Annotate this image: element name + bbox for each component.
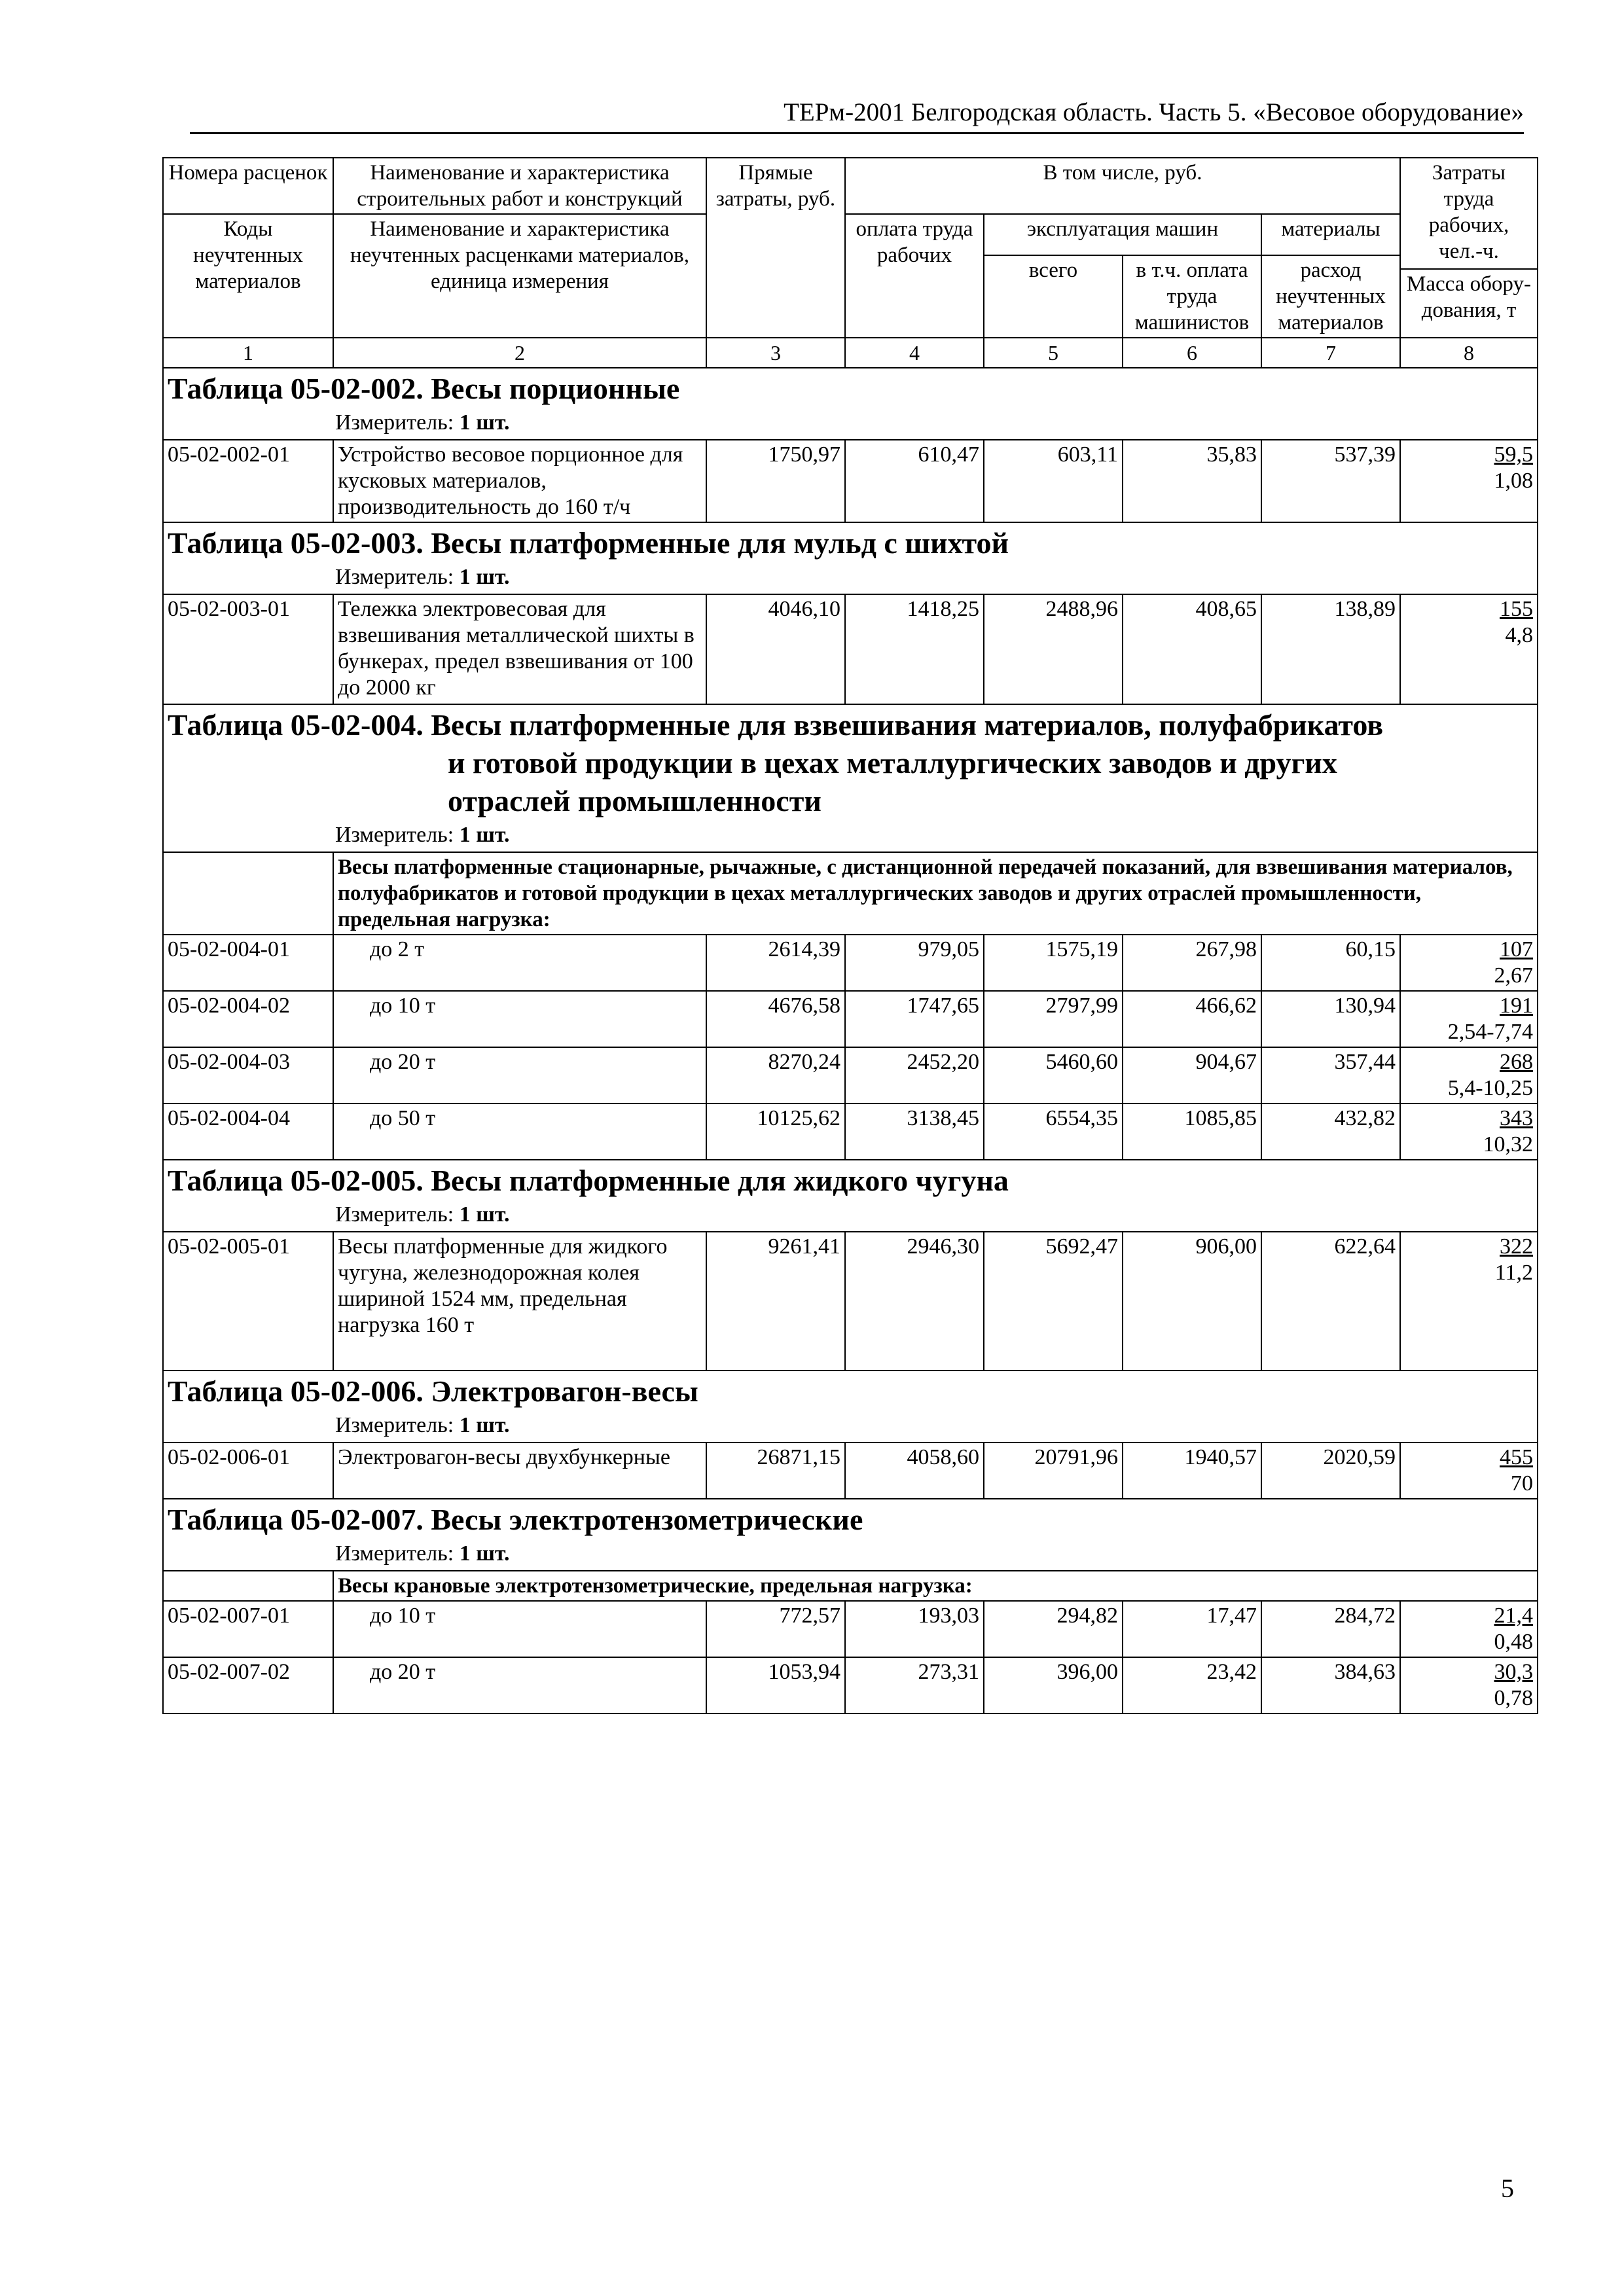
wages: 193,03 xyxy=(845,1601,984,1657)
column-number: 2 xyxy=(333,338,706,368)
col8-bottom-header: Масса обору-дования, т xyxy=(1400,269,1538,338)
labor-mass-cell xyxy=(1400,1443,1538,1499)
wages: 1418,25 xyxy=(845,594,984,704)
rate-name: до 10 т xyxy=(333,1601,706,1657)
materials-cost: 284,72 xyxy=(1261,1601,1400,1657)
labor-cost: 343 xyxy=(1500,1106,1534,1130)
equipment-mass: 70 xyxy=(1511,1471,1534,1496)
direct-cost: 1053,94 xyxy=(706,1657,845,1713)
col7-header: расход неучтенных материалов xyxy=(1261,255,1400,338)
page-number: 5 xyxy=(1501,2174,1514,2203)
machines-total: 2488,96 xyxy=(984,594,1123,704)
machines-wages: 1940,57 xyxy=(1123,1443,1261,1499)
table-title: Таблица 05-02-005. Весы платформенные для жидкого чугуна xyxy=(168,1164,1009,1197)
table-title: Таблица 05-02-002. Весы порционные xyxy=(168,372,680,405)
rate-name: до 20 т xyxy=(333,1047,706,1103)
labor-cost: 21,4 xyxy=(1494,1604,1534,1628)
equipment-mass: 0,78 xyxy=(1494,1686,1534,1710)
rate-name: Весы платформенные для жидкого чугуна, железнодорожная колея шириной 1524 мм, предельная нагрузка 160 т xyxy=(333,1232,706,1371)
rates-table xyxy=(162,157,1538,1714)
table-title: Таблица 05-02-003. Весы платформенные для мульд с шихтой xyxy=(168,526,1009,560)
labor-mass-cell xyxy=(1400,935,1538,991)
measure-line xyxy=(168,820,1533,850)
labor-cost: 59,5 xyxy=(1494,442,1534,467)
rate-code: 05-02-003-01 xyxy=(163,594,333,704)
table-row xyxy=(163,594,1538,704)
group-row xyxy=(163,852,1538,935)
rate-name: до 20 т xyxy=(333,1657,706,1713)
col5-header: всего xyxy=(984,255,1123,338)
direct-cost: 4046,10 xyxy=(706,594,845,704)
machines-wages: 267,98 xyxy=(1123,935,1261,991)
col2-top-header: Наименование и характеристика строительных работ и конструкций xyxy=(333,158,706,214)
materials-cost: 2020,59 xyxy=(1261,1443,1400,1499)
machines-total: 5460,60 xyxy=(984,1047,1123,1103)
column-number: 1 xyxy=(163,338,333,368)
wages: 2946,30 xyxy=(845,1232,984,1371)
wages: 2452,20 xyxy=(845,1047,984,1103)
direct-cost: 2614,39 xyxy=(706,935,845,991)
measure-label: Измеритель: xyxy=(335,410,454,435)
measure-line xyxy=(168,1410,1533,1441)
table-title: Таблица 05-02-006. Электровагон-весы xyxy=(168,1374,698,1408)
table-title-row xyxy=(163,368,1538,440)
rate-name: до 50 т xyxy=(333,1103,706,1160)
table-title-row xyxy=(163,1160,1538,1232)
column-numbers-row xyxy=(163,338,1538,368)
wages: 273,31 xyxy=(845,1657,984,1713)
table-title-row xyxy=(163,704,1538,852)
direct-cost: 772,57 xyxy=(706,1601,845,1657)
table-row xyxy=(163,440,1538,522)
table-row xyxy=(163,935,1538,991)
wages: 610,47 xyxy=(845,440,984,522)
column-number: 4 xyxy=(845,338,984,368)
table-row xyxy=(163,1657,1538,1713)
machines-wages: 1085,85 xyxy=(1123,1103,1261,1160)
rate-code: 05-02-007-01 xyxy=(163,1601,333,1657)
materials-cost: 357,44 xyxy=(1261,1047,1400,1103)
column-number: 5 xyxy=(984,338,1123,368)
table-row xyxy=(163,1103,1538,1160)
column-number: 7 xyxy=(1261,338,1400,368)
table-title-row xyxy=(163,522,1538,594)
wages: 3138,45 xyxy=(845,1103,984,1160)
table-title-row xyxy=(163,1499,1538,1571)
measure-unit: 1 шт. xyxy=(459,410,510,435)
table-row xyxy=(163,1047,1538,1103)
measure-unit: 1 шт. xyxy=(459,1202,510,1227)
labor-mass-cell xyxy=(1400,1657,1538,1713)
column-number: 8 xyxy=(1400,338,1538,368)
measure-label: Измеритель: xyxy=(335,823,454,847)
machines-wages: 17,47 xyxy=(1123,1601,1261,1657)
col1-bottom-header: Коды неучтенных материалов xyxy=(163,214,333,338)
machines-total: 294,82 xyxy=(984,1601,1123,1657)
measure-unit: 1 шт. xyxy=(459,565,510,589)
labor-mass-cell xyxy=(1400,1601,1538,1657)
materials-cost: 537,39 xyxy=(1261,440,1400,522)
machines-wages: 408,65 xyxy=(1123,594,1261,704)
labor-cost: 268 xyxy=(1500,1050,1534,1074)
running-header xyxy=(190,92,1524,134)
machines-wages: 23,42 xyxy=(1123,1657,1261,1713)
direct-cost: 8270,24 xyxy=(706,1047,845,1103)
materials-header: материалы xyxy=(1261,214,1400,255)
wages: 4058,60 xyxy=(845,1443,984,1499)
rate-name: до 2 т xyxy=(333,935,706,991)
machines-total: 6554,35 xyxy=(984,1103,1123,1160)
header-row-2 xyxy=(163,214,1538,255)
measure-line xyxy=(168,562,1533,592)
rate-name: до 10 т xyxy=(333,991,706,1047)
measure-line xyxy=(168,1539,1533,1569)
measure-line xyxy=(168,1200,1533,1230)
column-number: 6 xyxy=(1123,338,1261,368)
table-title: Таблица 05-02-004. Весы платформенные для взвешивания материалов, полуфабрикатов xyxy=(168,708,1384,742)
machines-total: 20791,96 xyxy=(984,1443,1123,1499)
machines-wages: 466,62 xyxy=(1123,991,1261,1047)
col6-header: в т.ч. оплата труда машинистов xyxy=(1123,255,1261,338)
measure-unit: 1 шт. xyxy=(459,1413,510,1437)
materials-cost: 384,63 xyxy=(1261,1657,1400,1713)
machines-total: 603,11 xyxy=(984,440,1123,522)
labor-cost: 155 xyxy=(1500,597,1534,621)
rate-code: 05-02-007-02 xyxy=(163,1657,333,1713)
rate-code: 05-02-002-01 xyxy=(163,440,333,522)
rate-name: Тележка электровесовая для взвешивания металлической шихты в бункерах, предел взвешивания от 100 до 2000 кг xyxy=(333,594,706,704)
rate-name: Электровагон-весы двухбункерные xyxy=(333,1443,706,1499)
machines-wages: 906,00 xyxy=(1123,1232,1261,1371)
rate-code: 05-02-004-01 xyxy=(163,935,333,991)
table-row xyxy=(163,1601,1538,1657)
equipment-mass: 2,54-7,74 xyxy=(1447,1020,1534,1044)
wages: 1747,65 xyxy=(845,991,984,1047)
labor-cost: 322 xyxy=(1500,1234,1534,1259)
header-row-1 xyxy=(163,158,1538,214)
group-row xyxy=(163,1571,1538,1601)
running-title: ТЕРм-2001 Белгородская область. Часть 5. «Весовое оборудование» xyxy=(784,98,1524,126)
col4-header: оплата труда рабочих xyxy=(845,214,984,338)
equipment-mass: 1,08 xyxy=(1494,469,1534,493)
col1-top-header: Номера расценок xyxy=(163,158,333,214)
incl-header: В том числе, руб. xyxy=(845,158,1400,214)
machines-wages: 35,83 xyxy=(1123,440,1261,522)
table-title-continued: отраслей промышленности xyxy=(448,784,821,817)
col3-header: Прямые затраты, руб. xyxy=(706,158,845,338)
labor-mass-cell xyxy=(1400,1047,1538,1103)
materials-cost: 60,15 xyxy=(1261,935,1400,991)
direct-cost: 1750,97 xyxy=(706,440,845,522)
measure-label: Измеритель: xyxy=(335,1541,454,1566)
group-heading: Весы платформенные стационарные, рычажные, с дистанционной передачей показаний, для взвешивания материалов, полуфабрикатов и готовой продукции в цехах металлургических заводов и других отраслей промышленности, предельная нагрузка: xyxy=(333,852,1538,935)
column-number: 3 xyxy=(706,338,845,368)
labor-cost: 107 xyxy=(1500,937,1534,961)
measure-label: Измеритель: xyxy=(335,1202,454,1227)
table-row xyxy=(163,991,1538,1047)
wages: 979,05 xyxy=(845,935,984,991)
equipment-mass: 10,32 xyxy=(1483,1132,1534,1157)
materials-cost: 432,82 xyxy=(1261,1103,1400,1160)
rate-code: 05-02-004-02 xyxy=(163,991,333,1047)
direct-cost: 9261,41 xyxy=(706,1232,845,1371)
machines-total: 396,00 xyxy=(984,1657,1123,1713)
group-heading: Весы крановые электротензометрические, предельная нагрузка: xyxy=(333,1571,1538,1601)
direct-cost: 26871,15 xyxy=(706,1443,845,1499)
table-row xyxy=(163,1232,1538,1371)
materials-cost: 138,89 xyxy=(1261,594,1400,704)
rate-name: Устройство весовое порционное для кусковых материалов, производительность до 160 т/ч xyxy=(333,440,706,522)
labor-mass-cell xyxy=(1400,1103,1538,1160)
machines-total: 5692,47 xyxy=(984,1232,1123,1371)
col2-bottom-header: Наименование и характеристика неучтенных расценками материалов, единица измерения xyxy=(333,214,706,338)
equipment-mass: 11,2 xyxy=(1494,1261,1534,1285)
materials-cost: 622,64 xyxy=(1261,1232,1400,1371)
table-title: Таблица 05-02-007. Весы электротензометрические xyxy=(168,1503,863,1536)
labor-cost: 191 xyxy=(1500,994,1534,1018)
table-row xyxy=(163,1443,1538,1499)
table-title-row xyxy=(163,1371,1538,1443)
labor-cost: 455 xyxy=(1500,1445,1534,1469)
rate-code: 05-02-005-01 xyxy=(163,1232,333,1371)
machines-total: 2797,99 xyxy=(984,991,1123,1047)
measure-unit: 1 шт. xyxy=(459,1541,510,1566)
measure-unit: 1 шт. xyxy=(459,823,510,847)
equipment-mass: 4,8 xyxy=(1505,623,1534,647)
rate-code: 05-02-004-03 xyxy=(163,1047,333,1103)
machines-wages: 904,67 xyxy=(1123,1047,1261,1103)
labor-mass-cell xyxy=(1400,1232,1538,1371)
direct-cost: 10125,62 xyxy=(706,1103,845,1160)
col8-top-header: Затраты труда рабочих, чел.-ч. xyxy=(1400,158,1538,269)
measure-label: Измеритель: xyxy=(335,565,454,589)
measure-line xyxy=(168,408,1533,438)
labor-mass-cell xyxy=(1400,594,1538,704)
direct-cost: 4676,58 xyxy=(706,991,845,1047)
labor-mass-cell xyxy=(1400,440,1538,522)
table-title-continued: и готовой продукции в цехах металлургических заводов и других xyxy=(448,746,1337,780)
rate-code: 05-02-006-01 xyxy=(163,1443,333,1499)
equipment-mass: 5,4-10,25 xyxy=(1447,1076,1534,1100)
measure-label: Измеритель: xyxy=(335,1413,454,1437)
machines-total: 1575,19 xyxy=(984,935,1123,991)
labor-mass-cell xyxy=(1400,991,1538,1047)
equipment-mass: 0,48 xyxy=(1494,1630,1534,1654)
materials-cost: 130,94 xyxy=(1261,991,1400,1047)
labor-cost: 30,3 xyxy=(1494,1660,1534,1684)
equipment-mass: 2,67 xyxy=(1494,963,1534,988)
machines-header: эксплуатация машин xyxy=(984,214,1261,255)
rate-code: 05-02-004-04 xyxy=(163,1103,333,1160)
